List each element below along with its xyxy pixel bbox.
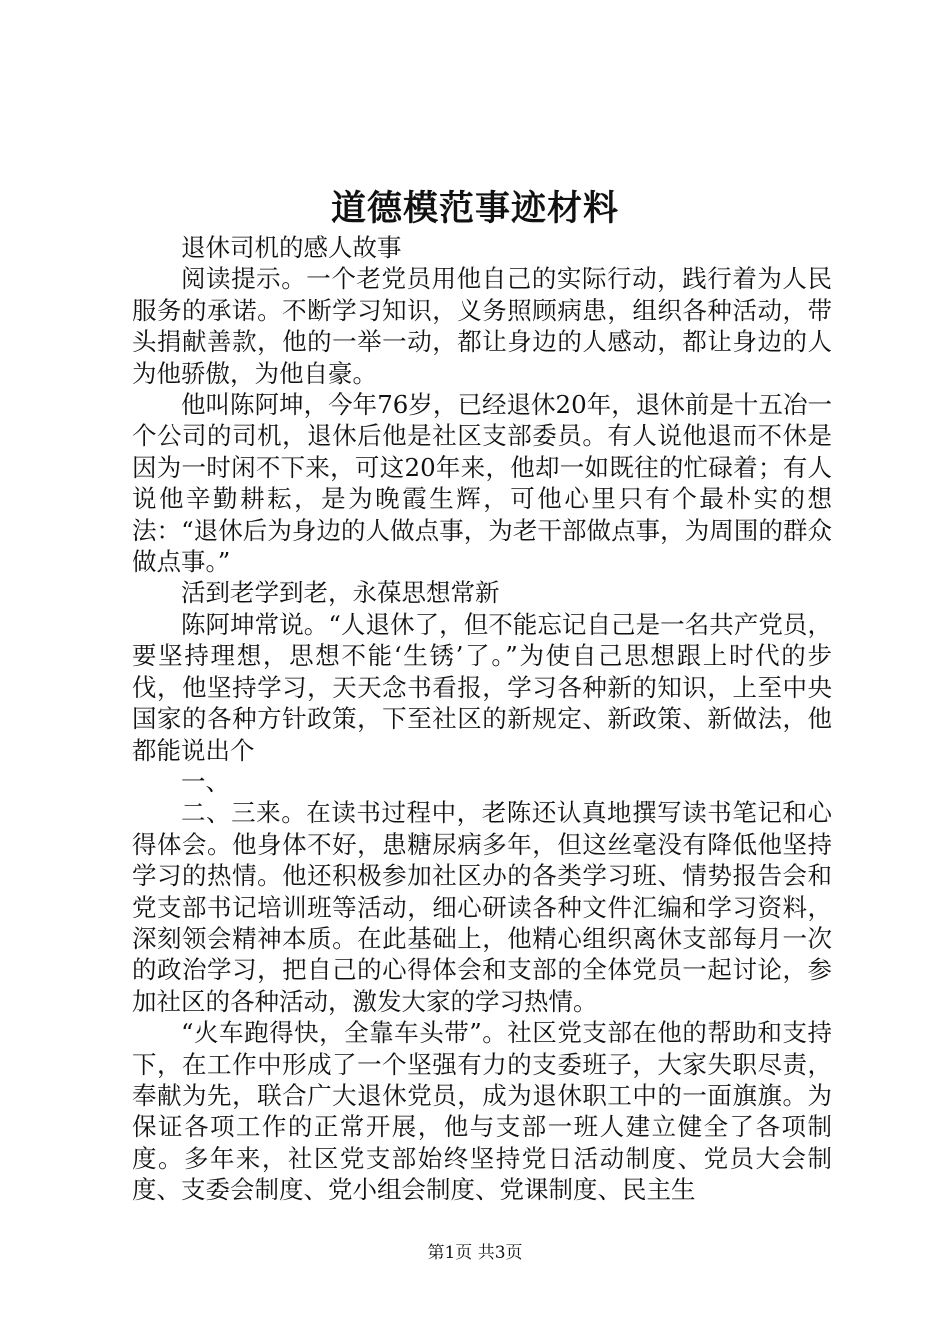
paragraph-fragment: 一、 <box>181 766 230 796</box>
paragraph-reading-tip: 阅读提示。一个老党员用他自己的实际行动，践行着为人民服务的承诺。不断学习知识，义务照顾病患，组织各种活动，带头捐献善款，他的一举一动，都让身边的人感动，都让身边的人为他骄傲，为他自豪。 <box>132 264 832 388</box>
paragraph-study-continued: 二、三来。在读书过程中，老陈还认真地撰写读书笔记和心得体会。他身体不好，患糖尿病多年，但这丝毫没有降低他坚持学习的热情。他还积极参加社区办的各类学习班、情势报告会和党支部书记培训班等活动，细心研读各种文件汇编和学习资料，深刻领会精神本质。在此基础上，他精心组织离休支部每月一次的政治学习，把自己的心得体会和支部的全体党员一起讨论，参加社区的各种活动，激发大家的学习热情。 <box>132 798 832 1016</box>
paragraph-party-branch: “火车跑得快，全靠车头带”。社区党支部在他的帮助和支持下，在工作中形成了一个坚强有力的支委班子，大家失职尽责，奉献为先，联合广大退休党员，成为退休职工中的一面旗旗。为保证各项工作的正常开展，他与支部一班人建立健全了各项制度。多年来，社区党支部始终坚持党日活动制度、党员大会制度、支委会制度、党小组会制度、党课制度、民主生 <box>132 1018 832 1205</box>
paragraph-subtitle: 退休司机的感人故事 <box>181 233 402 262</box>
page-number: 第1页 共3页 <box>427 1243 523 1263</box>
document-body <box>132 232 832 1206</box>
paragraph-introduction: 他叫陈阿坤，今年76岁，已经退休20年，退休前是十五冶一个公司的司机，退休后他是社区支部委员。有人说他退而不休是因为一时闲不下来，可这20年来，他却一如既往的忙碌着；有人说他辛勤耕耘，是为晚霞生辉，可他心里只有个最朴实的想法：“退休后为身边的人做点事，为老干部做点事，为周围的群众做点事。” <box>132 390 832 577</box>
document-title: 道德模范事迹材料 <box>330 188 619 229</box>
paragraph-section-heading: 活到老学到老，永葆思想常新 <box>181 578 500 608</box>
paragraph-study: 陈阿坤常说。“人退休了，但不能忘记自己是一名共产党员，要坚持理想，思想不能‘生锈’了。”为使自己思想跟上时代的步伐，他坚持学习，天天念书看报，学习各种新的知识，上至中央国家的各种方针政策，下至社区的新规定、新政策、新做法，他都能说出个 <box>132 609 832 765</box>
